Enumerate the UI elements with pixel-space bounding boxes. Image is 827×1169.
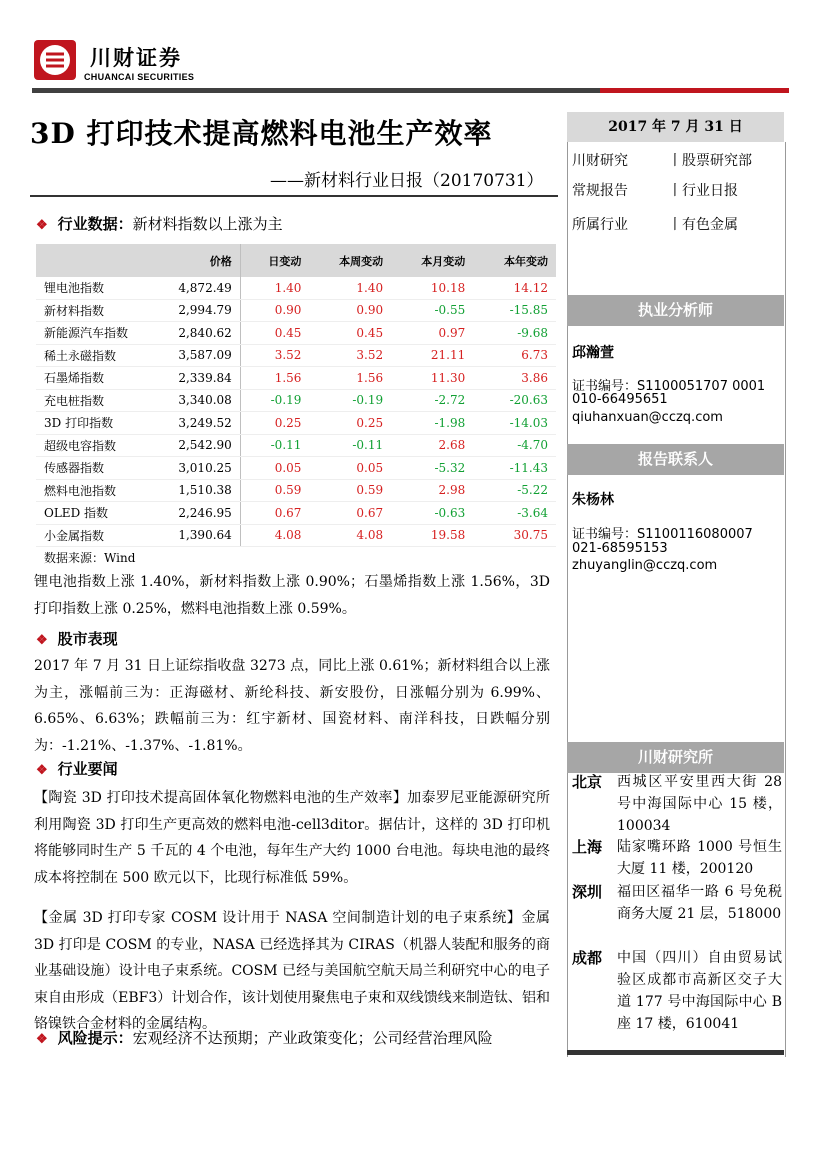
cell-month: -2.72 (391, 389, 473, 412)
cell-week: 3.52 (309, 344, 391, 367)
analyst-header: 执业分析师 (567, 295, 784, 326)
diamond-bullet-icon: ❖ (36, 763, 48, 778)
news-paragraph-2: 【金属 3D 打印专家 COSM 设计用于 NASA 空间制造计划的电子束系统】金属 3D 打印是 COSM 的专业，NASA 已经选择其为 CIRAS（机器人装配和服务的商业基础设施）设计电子束系统。COSM 已经与美国航空航天局兰利研究中心的电子束自由形成（EBF3）计划合作，该计划使用聚焦电子束和双线馈线来制造钛、铝和铬镍铁合金材料的金属结构。 (34, 910, 550, 1032)
cell-year: 14.12 (473, 277, 556, 299)
cell-week: 0.05 (309, 457, 391, 480)
cell-week: 4.08 (309, 524, 391, 547)
cell-name: OLED 指数 (36, 502, 162, 525)
diamond-bullet-icon: ❖ (36, 633, 48, 648)
table-row (36, 389, 556, 412)
table-header: 本周变动 (309, 244, 391, 277)
cell-price: 2,339.84 (162, 367, 240, 390)
meta-row: 川财研究 丨股票研究部 (572, 153, 752, 169)
analyst-name: 邱瀚萱 (572, 345, 614, 361)
table-row (36, 502, 556, 525)
cell-year: -4.70 (473, 434, 556, 457)
table-row (36, 434, 556, 457)
table-source: 数据来源：Wind (44, 551, 136, 566)
cell-month: 2.68 (391, 434, 473, 457)
cell-name: 石墨烯指数 (36, 367, 162, 390)
table-header: 价格 (162, 244, 240, 277)
cell-year: 6.73 (473, 344, 556, 367)
cell-day: 1.40 (240, 277, 309, 299)
cell-name: 新能源汽车指数 (36, 322, 162, 345)
analyst-email[interactable]: qiuhanxuan@cczq.com (572, 410, 723, 425)
cell-name: 3D 打印指数 (36, 412, 162, 435)
cell-day: 0.05 (240, 457, 309, 480)
table-row (36, 367, 556, 390)
cell-name: 小金属指数 (36, 524, 162, 547)
table-row (36, 322, 556, 345)
cell-day: 4.08 (240, 524, 309, 547)
report-subtitle: ——新材料行业日报（20170731） (270, 171, 544, 191)
table-header-row (36, 244, 556, 277)
diamond-bullet-icon: ❖ (36, 218, 48, 233)
cell-month: -1.98 (391, 412, 473, 435)
cell-day: -0.11 (240, 434, 309, 457)
company-logo (34, 40, 76, 80)
cell-name: 燃料电池指数 (36, 479, 162, 502)
cell-week: 0.90 (309, 299, 391, 322)
meta-row: 常规报告 丨行业日报 (572, 183, 738, 199)
table-header: 日变动 (240, 244, 309, 277)
section-market: ❖ 股市表现 (36, 630, 118, 648)
table-header: 本年变动 (473, 244, 556, 277)
cell-name: 超级电容指数 (36, 434, 162, 457)
cell-price: 4,872.49 (162, 277, 240, 299)
cell-price: 2,994.79 (162, 299, 240, 322)
cell-week: -0.11 (309, 434, 391, 457)
cell-day: 1.56 (240, 367, 309, 390)
cell-month: -5.32 (391, 457, 473, 480)
cell-name: 新材料指数 (36, 299, 162, 322)
cell-price: 2,542.90 (162, 434, 240, 457)
cell-day: 0.59 (240, 479, 309, 502)
cell-month: 10.18 (391, 277, 473, 299)
contact-name: 朱杨林 (572, 492, 614, 508)
table-row (36, 524, 556, 547)
cell-price: 3,340.08 (162, 389, 240, 412)
cell-year: -5.22 (473, 479, 556, 502)
cell-name: 充电桩指数 (36, 389, 162, 412)
cell-week: 0.45 (309, 322, 391, 345)
index-table (36, 244, 556, 569)
cell-month: 11.30 (391, 367, 473, 390)
cell-price: 1,390.64 (162, 524, 240, 547)
cell-price: 3,249.52 (162, 412, 240, 435)
cell-year: 3.86 (473, 367, 556, 390)
cell-week: 0.25 (309, 412, 391, 435)
cell-week: 0.67 (309, 502, 391, 525)
cell-price: 1,510.38 (162, 479, 240, 502)
cell-price: 3,010.25 (162, 457, 240, 480)
table-source-row (36, 547, 556, 569)
section-risk: ❖ 风险提示：宏观经济不达预期；产业政策变化；公司经营治理风险 (36, 1029, 493, 1047)
report-date: 2017 年 7 月 31 日 (567, 112, 784, 142)
section-news: ❖ 行业要闻 (36, 760, 118, 778)
cell-week: 0.59 (309, 479, 391, 502)
analyst-cert: 证书编号：S1100051707 0001 (572, 379, 766, 394)
table-header: 本月变动 (391, 244, 473, 277)
cell-day: 3.52 (240, 344, 309, 367)
section-industry-data: ❖ 行业数据：新材料指数以上涨为主 (36, 215, 283, 233)
contact-header: 报告联系人 (567, 444, 784, 475)
cell-day: 0.25 (240, 412, 309, 435)
cell-name: 传感器指数 (36, 457, 162, 480)
contact-phone: 021-68595153 (572, 541, 668, 556)
report-title: 3D 打印技术提高燃料电池生产效率 (30, 117, 493, 150)
table-row (36, 412, 556, 435)
cell-day: 0.90 (240, 299, 309, 322)
contact-cert: 证书编号：S1100116080007 (572, 527, 753, 542)
cell-year: -14.03 (473, 412, 556, 435)
table-row (36, 457, 556, 480)
table-header (36, 244, 162, 277)
cell-month: -0.63 (391, 502, 473, 525)
cell-day: 0.67 (240, 502, 309, 525)
brand-name-en: CHUANCAI SECURITIES (84, 72, 195, 82)
cell-month: 0.97 (391, 322, 473, 345)
table-row (36, 277, 556, 299)
diamond-bullet-icon: ❖ (36, 1032, 48, 1047)
cell-day: -0.19 (240, 389, 309, 412)
brand-name: 川财证券 (90, 46, 182, 70)
news-paragraph-1: 【陶瓷 3D 打印技术提高固体氧化物燃料电池的生产效率】加泰罗尼亚能源研究所利用陶瓷 3D 打印生产更高效的燃料电池-cell3ditor。据估计，这样的 3D 打印机将能够同时生产 5 千瓦的 4 个电池，每年生产大约 1000 台电池。每块电池的最终成本将控制在 500 欧元以下，比现行标准低 59%。 (34, 790, 550, 886)
market-paragraph: 2017 年 7 月 31 日上证综指收盘 3273 点，同比上涨 0.61%；新材料组合以上涨为主，涨幅前三为：正海磁材、新纶科技、新安股份，日涨幅分别为 6.99%、6.65%、6.63%；跌幅前三为：红宇新材、国瓷材料、南洋科技，日跌幅分别为：-1.21%、-1.37%、-1.81%。 (34, 658, 550, 754)
cell-price: 3,587.09 (162, 344, 240, 367)
analyst-phone: 010-66495651 (572, 392, 668, 407)
summary-paragraph: 锂电池指数上涨 1.40%，新材料指数上涨 0.90%；石墨烯指数上涨 1.56%，3D 打印指数上涨 0.25%，燃料电池指数上涨 0.59%。 (34, 574, 550, 617)
cell-month: 19.58 (391, 524, 473, 547)
cell-year: -3.64 (473, 502, 556, 525)
institute-header: 川财研究所 (567, 742, 784, 773)
cell-month: 2.98 (391, 479, 473, 502)
cell-price: 2,246.95 (162, 502, 240, 525)
cell-month: -0.55 (391, 299, 473, 322)
cell-week: 1.40 (309, 277, 391, 299)
sidebar-bottom-rule (567, 1050, 784, 1055)
contact-email[interactable]: zhuyanglin@cczq.com (572, 558, 718, 573)
cell-name: 锂电池指数 (36, 277, 162, 299)
cell-day: 0.45 (240, 322, 309, 345)
table-row (36, 344, 556, 367)
cell-year: -11.43 (473, 457, 556, 480)
header-rule-accent (600, 88, 789, 93)
table-row (36, 299, 556, 322)
cell-name: 稀土永磁指数 (36, 344, 162, 367)
cell-year: -15.85 (473, 299, 556, 322)
cell-year: -9.68 (473, 322, 556, 345)
cell-year: 30.75 (473, 524, 556, 547)
cell-price: 2,840.62 (162, 322, 240, 345)
cell-year: -20.63 (473, 389, 556, 412)
meta-row: 所属行业 丨有色金属 (572, 217, 738, 233)
cell-week: -0.19 (309, 389, 391, 412)
table-row (36, 479, 556, 502)
title-rule (30, 195, 558, 197)
cell-month: 21.11 (391, 344, 473, 367)
cell-week: 1.56 (309, 367, 391, 390)
